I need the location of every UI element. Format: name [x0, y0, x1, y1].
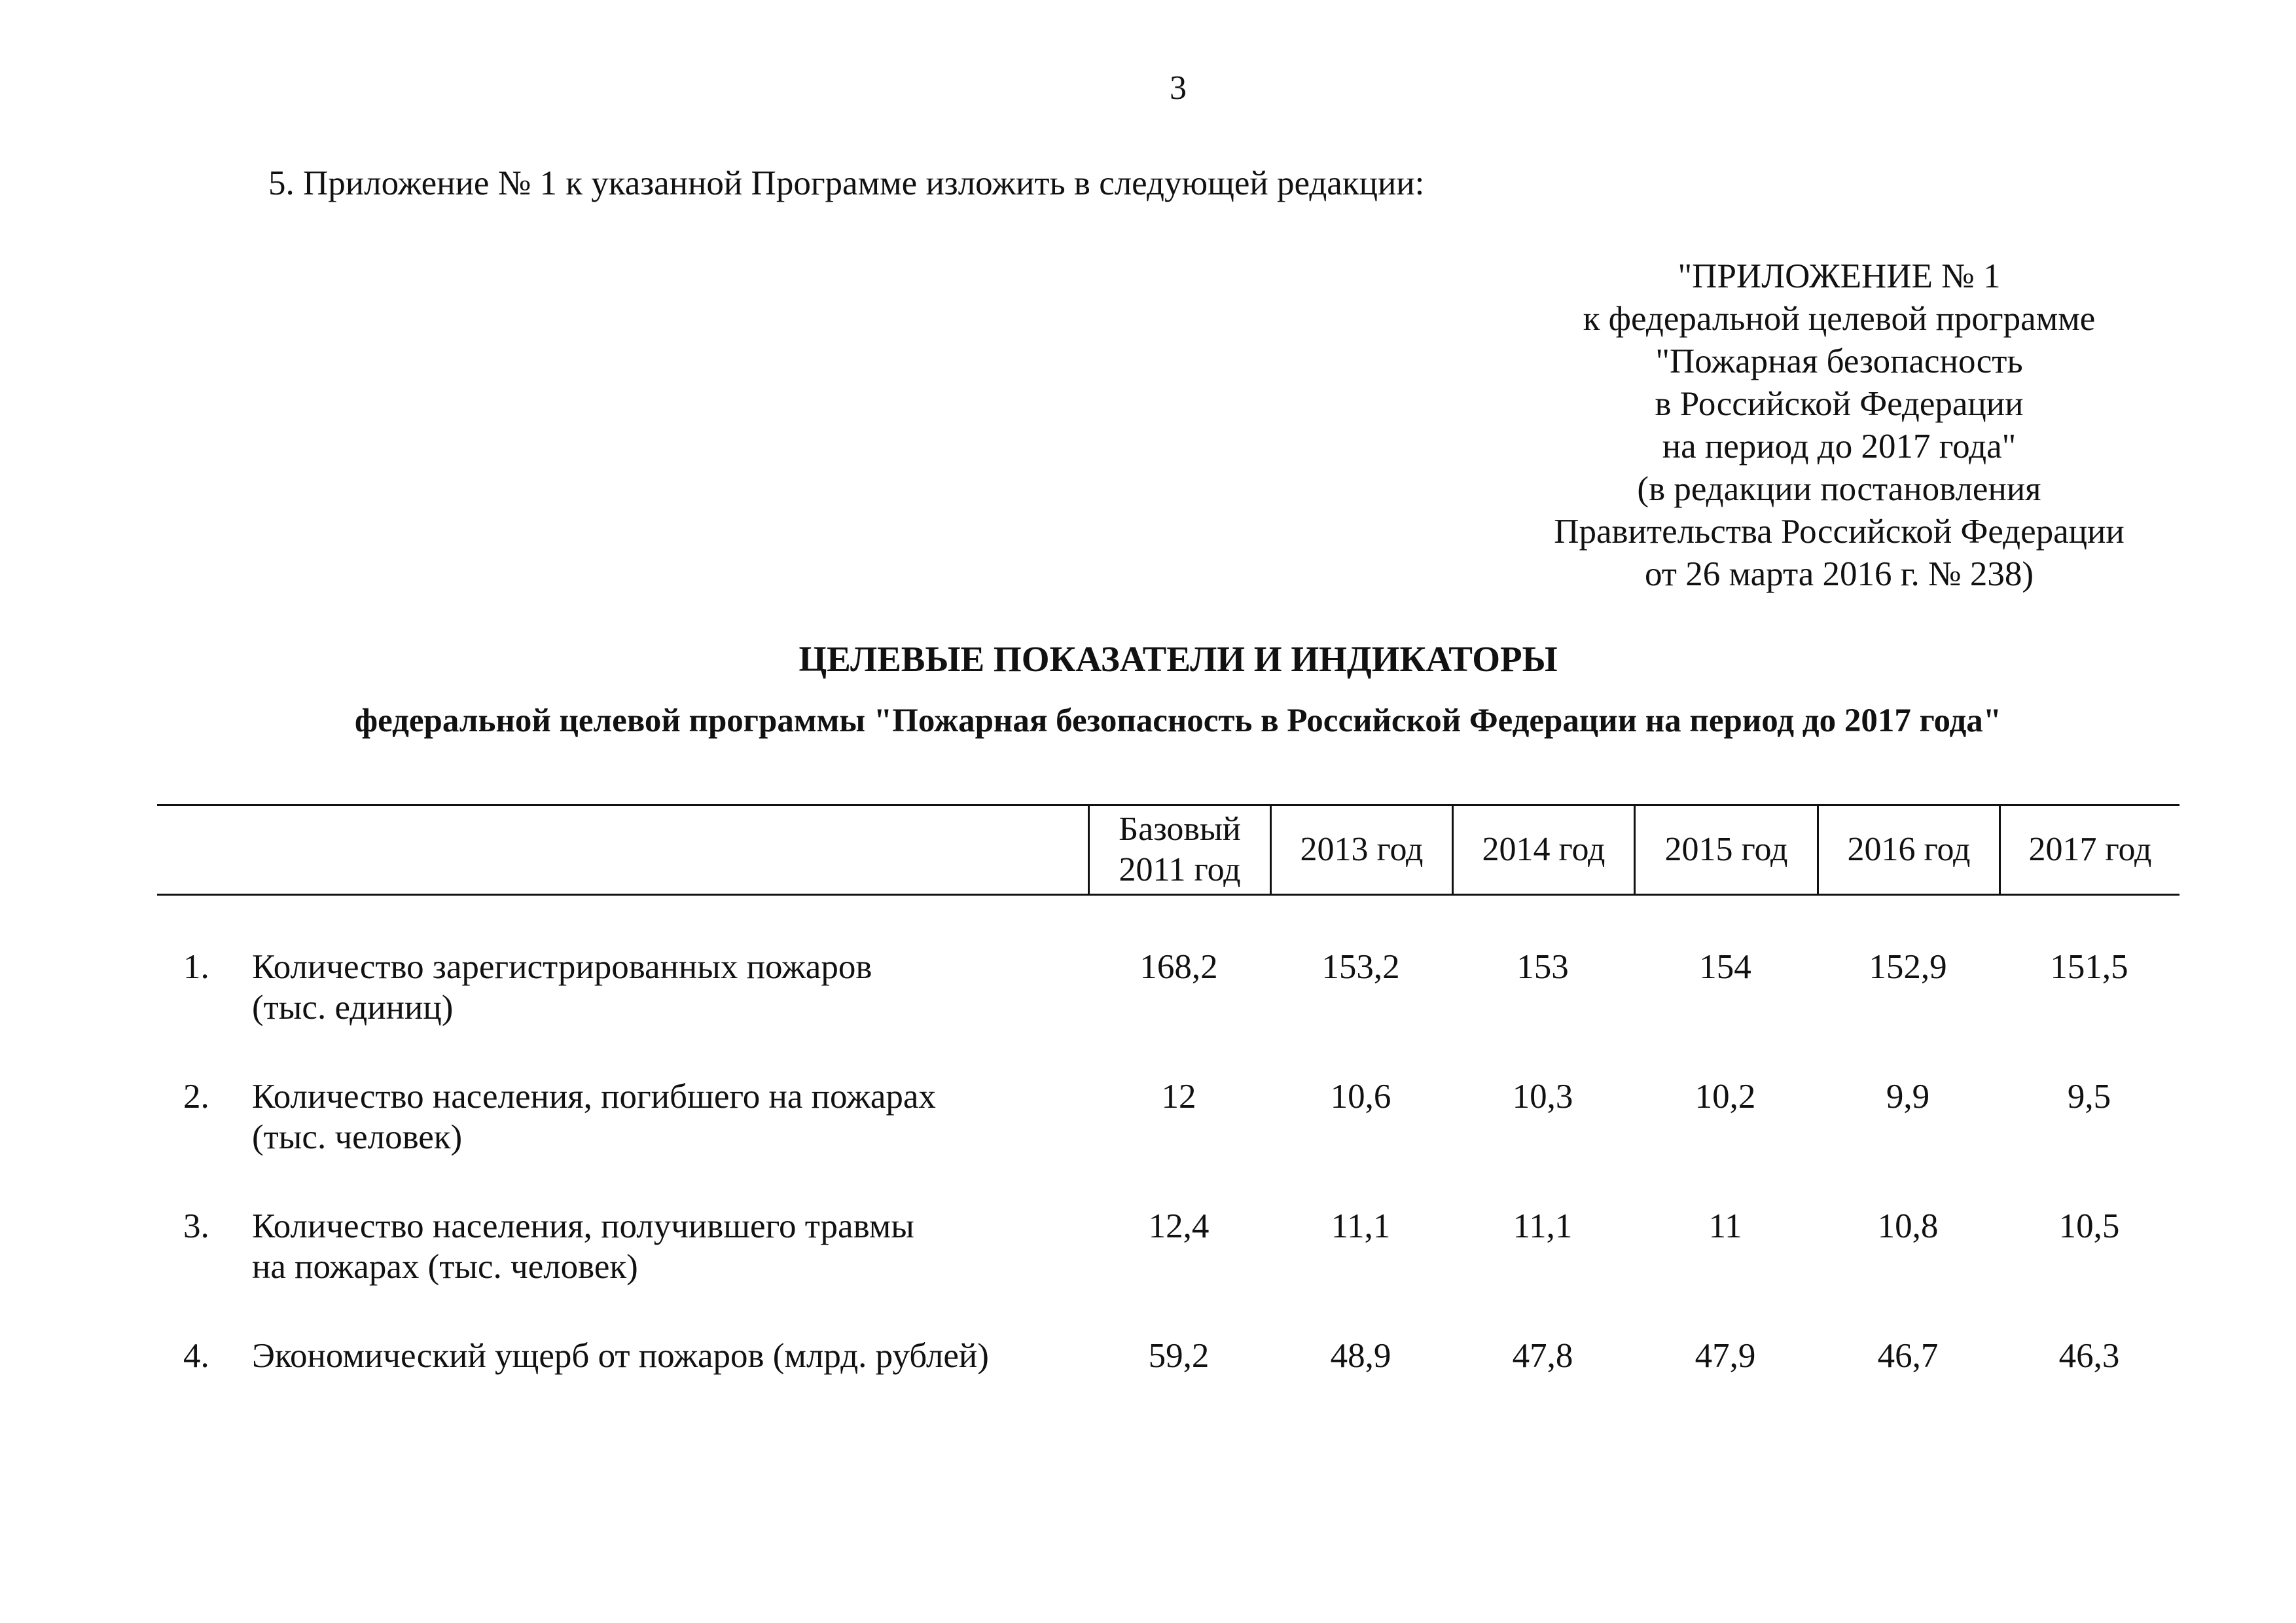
value-cell: 153: [1516, 948, 1569, 986]
header-label: Базовый: [1119, 811, 1241, 848]
header-label: 2013 год: [1300, 831, 1424, 868]
value-cell: 151,5: [2050, 948, 2128, 986]
value-cell: 152,9: [1869, 948, 1947, 986]
header-label: 2017 год: [2028, 831, 2152, 868]
header-2017: [1999, 806, 2179, 894]
value-cell: 10,2: [1695, 1078, 1756, 1116]
value-cell: 10,5: [2058, 1207, 2120, 1245]
document-title: ЦЕЛЕВЫЕ ПОКАЗАТЕЛИ И ИНДИКАТОРЫ: [798, 639, 1558, 679]
table-row: [157, 947, 2179, 1076]
indicator-line: Количество населения, погибшего на пожарах: [252, 1078, 936, 1116]
row-indicator: [252, 1076, 1103, 1158]
header-2016: [1817, 806, 1999, 894]
value-cell: 46,3: [2058, 1337, 2120, 1375]
appendix-line: к федеральной целевой программе: [1583, 300, 2096, 338]
row-number: 2.: [183, 1078, 209, 1116]
appendix-heading: [1460, 255, 2219, 596]
header-label: 2014 год: [1482, 831, 1605, 868]
header-label: 2016 год: [1847, 831, 1971, 868]
value-cell: 12: [1161, 1078, 1196, 1116]
appendix-line: Правительства Российской Федерации: [1554, 513, 2125, 551]
value-cell: 10,8: [1877, 1207, 1939, 1245]
value-cell: 11,1: [1331, 1207, 1391, 1245]
table-row: [157, 1206, 2179, 1336]
row-indicator: [252, 947, 1103, 1028]
document-subtitle: федеральной целевой программы "Пожарная безопасность в Российской Федерации на период до 2017 года": [354, 702, 2002, 739]
row-indicator: [252, 1206, 1103, 1287]
value-cell: 59,2: [1148, 1337, 1210, 1375]
value-cell: 47,9: [1695, 1337, 1756, 1375]
value-cell: 153,2: [1321, 948, 1400, 986]
indicator-line: Количество зарегистрированных пожаров: [252, 948, 872, 986]
value-cell: 154: [1699, 948, 1751, 986]
value-cell: 10,3: [1512, 1078, 1573, 1116]
header-label: 2011 год: [1119, 851, 1241, 888]
indicators-table: [157, 804, 2179, 1465]
row-number: 4.: [183, 1337, 209, 1375]
row-number: 3.: [183, 1207, 209, 1245]
header-2013: [1270, 806, 1452, 894]
value-cell: 46,7: [1877, 1337, 1939, 1375]
appendix-line: (в редакции постановления: [1637, 470, 2041, 508]
value-cell: 9,5: [2067, 1078, 2111, 1116]
appendix-line: "ПРИЛОЖЕНИЕ № 1: [1677, 257, 2001, 295]
indicator-line: на пожарах (тыс. человек): [252, 1248, 638, 1286]
header-label: 2015 год: [1664, 831, 1788, 868]
row-indicator: [252, 1336, 1096, 1376]
value-cell: 11: [1708, 1207, 1742, 1245]
intro-paragraph: 5. Приложение № 1 к указанной Программе изложить в следующей редакции:: [268, 164, 1425, 202]
value-cell: 47,8: [1512, 1337, 1573, 1375]
table-header: [157, 804, 2179, 896]
indicator-line: Количество населения, получившего травмы: [252, 1207, 914, 1245]
header-base-year: [1088, 806, 1270, 894]
header-2014: [1452, 806, 1634, 894]
value-cell: 10,6: [1330, 1078, 1391, 1116]
value-cell: 11,1: [1513, 1207, 1573, 1245]
page-number: 3: [1170, 69, 1187, 107]
indicator-line: (тыс. человек): [252, 1118, 463, 1156]
indicator-line: Экономический ущерб от пожаров (млрд. рублей): [252, 1337, 989, 1375]
table-row: [157, 1076, 2179, 1206]
table-row: [157, 1336, 2179, 1465]
header-2015: [1634, 806, 1817, 894]
appendix-line: "Пожарная безопасность: [1655, 342, 2023, 380]
row-number: 1.: [183, 948, 209, 986]
value-cell: 48,9: [1330, 1337, 1391, 1375]
appendix-line: от 26 марта 2016 г. № 238): [1644, 555, 2034, 593]
value-cell: 9,9: [1886, 1078, 1930, 1116]
appendix-line: в Российской Федерации: [1655, 385, 2024, 423]
value-cell: 12,4: [1148, 1207, 1210, 1245]
value-cell: 168,2: [1139, 948, 1218, 986]
appendix-line: на период до 2017 года": [1662, 428, 2017, 465]
indicator-line: (тыс. единиц): [252, 989, 454, 1027]
